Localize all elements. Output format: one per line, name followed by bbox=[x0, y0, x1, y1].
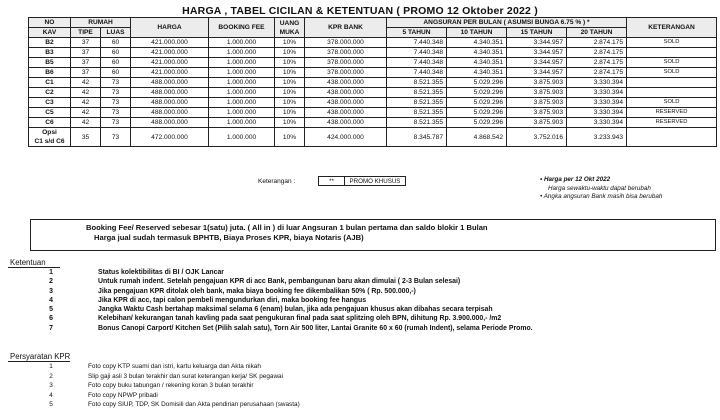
ketentuan-title: Ketentuan bbox=[10, 258, 46, 267]
booking-line-1: Booking Fee/ Reserved sebesar 1(satu) juta. ( All in ) di luar Angsuran 1 bulan pertama dan saldo blokir 1 Bulan bbox=[86, 223, 488, 232]
booking-info-box bbox=[30, 219, 716, 251]
cell-harga: 421.000.000 bbox=[131, 68, 209, 78]
list-item bbox=[40, 277, 533, 286]
cell-10-tahun: 4.868.542 bbox=[447, 128, 507, 147]
table-row bbox=[29, 108, 717, 118]
cell-15-tahun: 3.875.903 bbox=[507, 78, 567, 88]
item-number: 4 bbox=[49, 391, 53, 399]
cell-15-tahun: 3.344.957 bbox=[507, 68, 567, 78]
list-item bbox=[40, 296, 533, 305]
cell-15-tahun: 3.344.957 bbox=[507, 48, 567, 58]
cell-10-tahun: 4.340.351 bbox=[447, 68, 507, 78]
keterangan-label: Keterangan : bbox=[258, 178, 296, 185]
cell-kav: C5 bbox=[29, 108, 71, 118]
cell-20-tahun: 2.874.175 bbox=[567, 68, 627, 78]
table-row-opsi bbox=[29, 128, 717, 147]
cell-booking: 1.000.000 bbox=[209, 108, 275, 118]
cell-luas: 60 bbox=[101, 58, 131, 68]
cell-kpr: 378.000.000 bbox=[305, 38, 387, 48]
cell-keterangan bbox=[627, 48, 717, 58]
cell-10-tahun: 4.340.351 bbox=[447, 38, 507, 48]
cell-kpr: 378.000.000 bbox=[305, 48, 387, 58]
cell-kav-opsi bbox=[29, 128, 71, 147]
item-number: 3 bbox=[49, 287, 53, 295]
item-text: Bonus Canopi Carport/ Kitchen Set (Pilih salah satu), Torn Air 500 liter, Lantai Granite 60 x 60 (rumah Indent), selama Periode Promo. bbox=[98, 324, 533, 332]
cell-20-tahun: 2.874.175 bbox=[567, 58, 627, 68]
ketentuan-list bbox=[40, 268, 533, 333]
cell-harga: 488.000.000 bbox=[131, 78, 209, 88]
legend-box bbox=[318, 176, 406, 186]
page-title: HARGA , TABEL CICILAN & KETENTUAN ( PROMO 12 Oktober 2022 ) bbox=[182, 5, 538, 17]
cell-kpr: 378.000.000 bbox=[305, 58, 387, 68]
cell-tipe: 42 bbox=[71, 98, 101, 108]
header-uang: UANG bbox=[279, 19, 300, 27]
cell-harga: 421.000.000 bbox=[131, 58, 209, 68]
item-text: Status kolektibilitas di BI / OJK Lancar bbox=[98, 269, 224, 276]
cell-kpr: 438.000.000 bbox=[305, 78, 387, 88]
header-tipe: TIPE bbox=[71, 28, 101, 38]
cell-tipe: 37 bbox=[71, 38, 101, 48]
header-rumah: RUMAH bbox=[71, 18, 131, 28]
cell-keterangan: SOLD bbox=[627, 98, 717, 108]
list-item bbox=[40, 391, 300, 401]
table-row bbox=[29, 58, 717, 68]
item-text: Foto copy SIUP, TDP, SK Domisili dan Akta pendirian perusahaan (swasta) bbox=[88, 401, 300, 409]
header-no: NO bbox=[29, 18, 71, 28]
header-luas: LUAS bbox=[101, 28, 131, 38]
cell-keterangan bbox=[627, 128, 717, 147]
note-harga-per: Harga per 12 Okt 2022 bbox=[543, 176, 611, 183]
cell-kav: B5 bbox=[29, 58, 71, 68]
cell-keterangan: RESERVED bbox=[627, 118, 717, 128]
cell-5-tahun: 7.440.348 bbox=[387, 68, 447, 78]
opsi-label: Opsi bbox=[42, 129, 57, 136]
item-number: 4 bbox=[49, 296, 53, 304]
cell-harga: 488.000.000 bbox=[131, 98, 209, 108]
cell-kpr: 438.000.000 bbox=[305, 88, 387, 98]
cell-10-tahun: 4.340.351 bbox=[447, 58, 507, 68]
cell-kpr: 378.000.000 bbox=[305, 68, 387, 78]
cell-harga: 488.000.000 bbox=[131, 108, 209, 118]
item-text: Foto copy NPWP pribadi bbox=[88, 391, 158, 399]
item-number: 3 bbox=[49, 382, 53, 390]
cell-um: 10% bbox=[275, 118, 305, 128]
legend-promo-label: PROMO KHUSUS bbox=[349, 177, 401, 185]
item-number: 2 bbox=[49, 278, 53, 286]
cell-keterangan bbox=[627, 88, 717, 98]
item-text: Foto copy buku tabungan / rekening koran 3 bulan terakhir bbox=[88, 382, 254, 390]
item-text: Foto copy KTP suami dan istri, kartu keluarga dan Akta nikah bbox=[88, 363, 261, 370]
cell-tipe: 42 bbox=[71, 108, 101, 118]
cell-booking: 1.000.000 bbox=[209, 78, 275, 88]
cell-20-tahun: 3.330.394 bbox=[567, 108, 627, 118]
cell-booking: 1.000.000 bbox=[209, 128, 275, 147]
cell-keterangan: SOLD bbox=[627, 38, 717, 48]
header-harga: HARGA bbox=[131, 18, 209, 38]
cell-10-tahun: 5.029.296 bbox=[447, 78, 507, 88]
cell-harga: 488.000.000 bbox=[131, 118, 209, 128]
item-number: 5 bbox=[49, 401, 53, 409]
cell-5-tahun: 8.521.355 bbox=[387, 108, 447, 118]
cell-5-tahun: 7.440.348 bbox=[387, 38, 447, 48]
cell-5-tahun: 8.521.355 bbox=[387, 88, 447, 98]
item-number: 6 bbox=[49, 315, 53, 323]
cell-booking: 1.000.000 bbox=[209, 58, 275, 68]
item-number: 7 bbox=[49, 324, 53, 332]
item-number: 5 bbox=[49, 306, 53, 314]
cell-keterangan: RESERVED bbox=[627, 108, 717, 118]
cell-20-tahun: 3.330.394 bbox=[567, 98, 627, 108]
cell-20-tahun: 3.233.943 bbox=[567, 128, 627, 147]
cell-5-tahun: 7.440.348 bbox=[387, 48, 447, 58]
note-angka-angsuran: Angka angsuran Bank masih bisa berubah bbox=[543, 193, 663, 200]
cell-keterangan bbox=[627, 78, 717, 88]
cell-booking: 1.000.000 bbox=[209, 88, 275, 98]
list-item bbox=[40, 305, 533, 314]
cell-15-tahun: 3.875.903 bbox=[507, 88, 567, 98]
cell-10-tahun: 5.029.296 bbox=[447, 98, 507, 108]
cell-5-tahun: 8.521.355 bbox=[387, 118, 447, 128]
cell-um: 10% bbox=[275, 58, 305, 68]
cell-15-tahun: 3.875.903 bbox=[507, 108, 567, 118]
cell-luas: 73 bbox=[101, 108, 131, 118]
legend-star: ** bbox=[319, 177, 345, 185]
header-muka: MUKA bbox=[279, 28, 300, 36]
price-table bbox=[28, 17, 717, 147]
header-keterangan: KETERANGAN bbox=[627, 18, 717, 38]
cell-um: 10% bbox=[275, 78, 305, 88]
cell-luas: 60 bbox=[101, 68, 131, 78]
header-kpr-bank: KPR BANK bbox=[305, 18, 387, 38]
price-notes: • Harga per 12 Okt 2022 Harga sewaktu-waktu dapat berubah • Angka angsuran Bank masih bisa berubah bbox=[540, 176, 663, 200]
header-uang-muka bbox=[275, 18, 305, 38]
cell-kav: C3 bbox=[29, 98, 71, 108]
item-text: Jika pengajuan KPR ditolak oleh bank, maka biaya booking fee dikembalikan 50% ( Rp. 500.000,-) bbox=[98, 287, 416, 295]
cell-10-tahun: 5.029.296 bbox=[447, 108, 507, 118]
list-item bbox=[40, 381, 300, 391]
cell-luas: 60 bbox=[101, 48, 131, 58]
item-text: Untuk rumah indent. Setelah pengajuan KPR di acc Bank, pembangunan baru akan dimulai ( 2-3 Bulan selesai) bbox=[98, 278, 461, 286]
cell-20-tahun: 2.874.175 bbox=[567, 38, 627, 48]
cell-tipe: 37 bbox=[71, 68, 101, 78]
cell-um: 10% bbox=[275, 128, 305, 147]
item-number: 2 bbox=[49, 372, 53, 380]
list-item bbox=[40, 268, 533, 277]
cell-booking: 1.000.000 bbox=[209, 38, 275, 48]
header-booking-fee: BOOKING FEE bbox=[209, 18, 275, 38]
cell-harga: 421.000.000 bbox=[131, 48, 209, 58]
cell-keterangan: SOLD bbox=[627, 68, 717, 78]
cell-booking: 1.000.000 bbox=[209, 98, 275, 108]
note-harga-berubah: Harga sewaktu-waktu dapat berubah bbox=[548, 184, 651, 192]
header-kav: KAV bbox=[29, 28, 71, 38]
cell-um: 10% bbox=[275, 68, 305, 78]
cell-booking: 1.000.000 bbox=[209, 118, 275, 128]
header-10-tahun: 10 TAHUN bbox=[447, 28, 507, 38]
table-row bbox=[29, 38, 717, 48]
cell-20-tahun: 3.330.394 bbox=[567, 118, 627, 128]
cell-kav: C2 bbox=[29, 88, 71, 98]
cell-booking: 1.000.000 bbox=[209, 68, 275, 78]
persyaratan-title: Persyaratan KPR bbox=[10, 352, 71, 361]
cell-10-tahun: 4.340.351 bbox=[447, 48, 507, 58]
cell-um: 10% bbox=[275, 98, 305, 108]
list-item bbox=[40, 324, 533, 333]
header-20-tahun: 20 TAHUN bbox=[567, 28, 627, 38]
cell-luas: 60 bbox=[101, 38, 131, 48]
cell-luas: 73 bbox=[101, 98, 131, 108]
cell-15-tahun: 3.875.903 bbox=[507, 118, 567, 128]
cell-booking: 1.000.000 bbox=[209, 48, 275, 58]
cell-20-tahun: 2.874.175 bbox=[567, 48, 627, 58]
cell-luas: 73 bbox=[101, 78, 131, 88]
cell-um: 10% bbox=[275, 48, 305, 58]
cell-kav: B2 bbox=[29, 38, 71, 48]
cell-kpr: 424.000.000 bbox=[305, 128, 387, 147]
cell-5-tahun: 7.440.348 bbox=[387, 58, 447, 68]
cell-tipe: 42 bbox=[71, 118, 101, 128]
cell-tipe: 42 bbox=[71, 88, 101, 98]
cell-5-tahun: 8.521.355 bbox=[387, 78, 447, 88]
cell-tipe: 42 bbox=[71, 78, 101, 88]
cell-kav: C6 bbox=[29, 118, 71, 128]
item-text: Kelebihan/ kekurangan tanah kavling pada saat pengukuran final pada saat splitzing oleh BPN, dihitung Rp. 3.900.000,- /m2 bbox=[98, 315, 502, 323]
cell-kpr: 438.000.000 bbox=[305, 108, 387, 118]
cell-tipe: 37 bbox=[71, 58, 101, 68]
item-text: Jika KPR di acc, tapi calon pembeli mengundurkan diri, maka booking fee hangus bbox=[98, 296, 367, 304]
cell-10-tahun: 5.029.296 bbox=[447, 118, 507, 128]
booking-line-2: Harga jual sudah termasuk BPHTB, Biaya Proses KPR, biaya Notaris (AJB) bbox=[94, 233, 364, 242]
item-number: 1 bbox=[49, 363, 53, 370]
cell-5-tahun: 8.521.355 bbox=[387, 98, 447, 108]
header-5-tahun: 5 TAHUN bbox=[387, 28, 447, 38]
persyaratan-list bbox=[40, 362, 300, 410]
cell-um: 10% bbox=[275, 38, 305, 48]
cell-harga: 421.000.000 bbox=[131, 38, 209, 48]
cell-tipe: 37 bbox=[71, 48, 101, 58]
cell-keterangan: SOLD bbox=[627, 58, 717, 68]
table-row bbox=[29, 88, 717, 98]
cell-15-tahun: 3.344.957 bbox=[507, 58, 567, 68]
table-row bbox=[29, 98, 717, 108]
table-row bbox=[29, 48, 717, 58]
item-text: Jangka Waktu Cash bertahap maksimal selama 6 (enam) bulan, jika ada pengajuan khusus akan dibahas secara terpisah bbox=[98, 306, 493, 314]
cell-luas: 73 bbox=[101, 118, 131, 128]
cell-luas: 73 bbox=[101, 88, 131, 98]
cell-luas: 73 bbox=[101, 128, 131, 147]
cell-kav: C1 bbox=[29, 78, 71, 88]
cell-kpr: 438.000.000 bbox=[305, 118, 387, 128]
cell-15-tahun: 3.875.903 bbox=[507, 98, 567, 108]
list-item bbox=[40, 372, 300, 382]
table-row bbox=[29, 78, 717, 88]
cell-kav: B3 bbox=[29, 48, 71, 58]
list-item bbox=[40, 314, 533, 323]
cell-15-tahun: 3.344.957 bbox=[507, 38, 567, 48]
cell-kav: B6 bbox=[29, 68, 71, 78]
cell-kpr: 438.000.000 bbox=[305, 98, 387, 108]
header-15-tahun: 15 TAHUN bbox=[507, 28, 567, 38]
cell-5-tahun: 8.345.787 bbox=[387, 128, 447, 147]
cell-harga: 488.000.000 bbox=[131, 88, 209, 98]
cell-um: 10% bbox=[275, 108, 305, 118]
list-item bbox=[40, 287, 533, 296]
cell-um: 10% bbox=[275, 88, 305, 98]
table-row bbox=[29, 68, 717, 78]
list-item bbox=[40, 362, 300, 372]
cell-20-tahun: 3.330.394 bbox=[567, 78, 627, 88]
cell-20-tahun: 3.330.394 bbox=[567, 88, 627, 98]
opsi-range: C1 s/d C6 bbox=[34, 138, 65, 145]
table-row bbox=[29, 118, 717, 128]
cell-harga: 472.000.000 bbox=[131, 128, 209, 147]
item-number: 1 bbox=[49, 269, 53, 276]
header-angsuran: ANGSURAN PER BULAN ( ASUMSI BUNGA 6.75 % ) * bbox=[387, 18, 627, 28]
item-text: Slip gaji asli 3 bulan terakhir dan surat keterangan kerja/ SK pegawai bbox=[88, 372, 284, 380]
cell-tipe: 35 bbox=[71, 128, 101, 147]
list-item bbox=[40, 400, 300, 410]
cell-15-tahun: 3.752.016 bbox=[507, 128, 567, 147]
cell-10-tahun: 5.029.296 bbox=[447, 88, 507, 98]
